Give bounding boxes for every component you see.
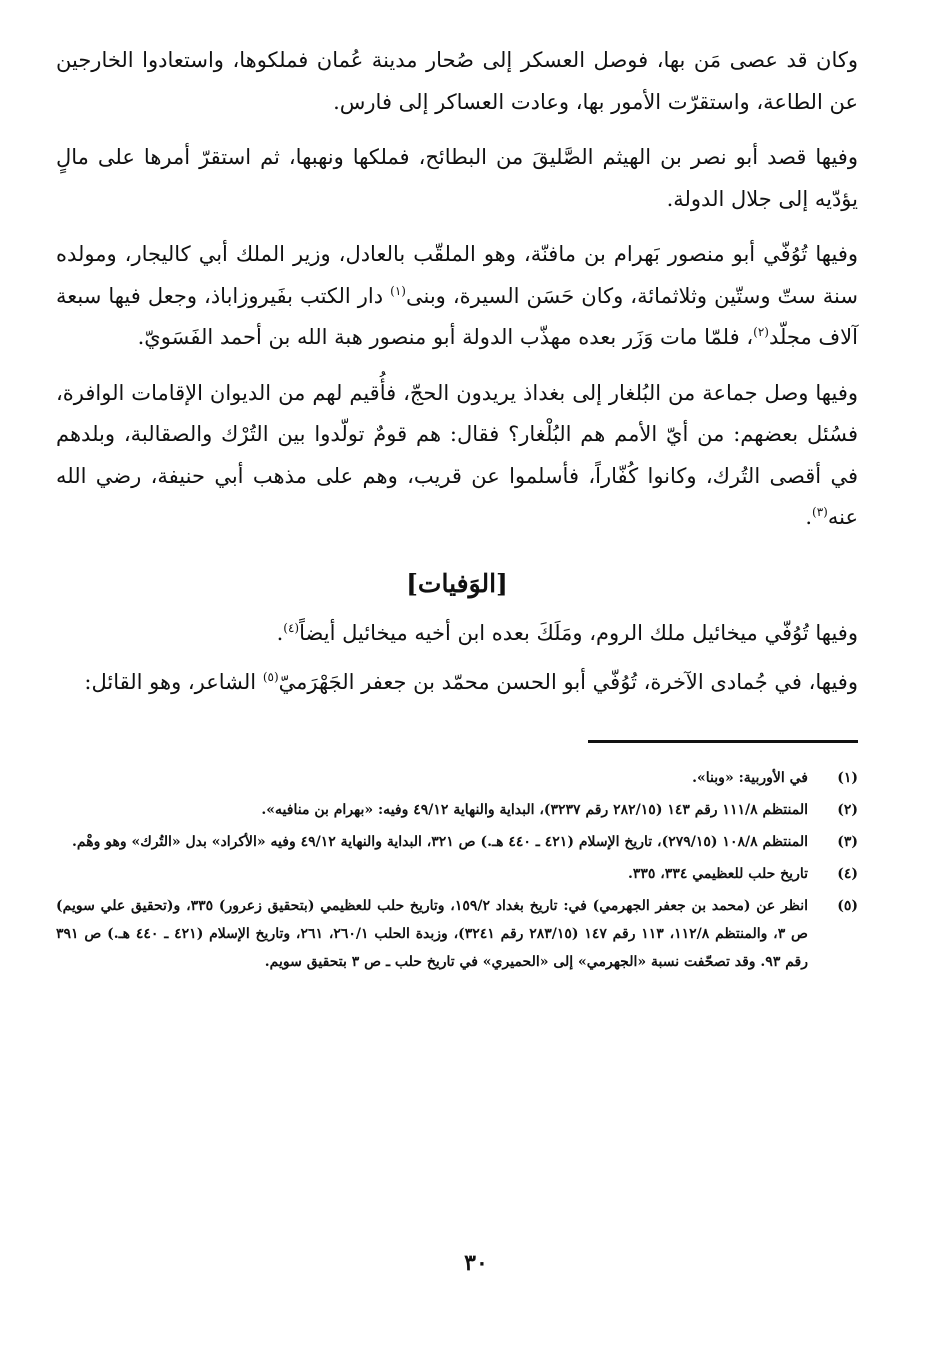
footnote-text: انظر عن (محمد بن جعفر الجهرمي) في: تاريخ بغداد ١٥٩/٢، وتاريخ حلب للعظيمي (بتحقيق زعرور) ٣٣٥، و(تحقيق علي سويم) ص ٣، والمنتظم ١١٢/٨، ١١٣ رقم ١٤٧ (٢٨٣/١٥ رقم ٣٢٤١)، وزبدة الحلب ٢٦٠/١، ٢٦١، وتاريخ الإسلام (٤٢١ ـ ٤٤٠ هـ.) ص ٣٩١ رقم ٩٣. وقد تصحّفت نسبة «الجهرمي» إلى «الحميري» في تاريخ حلب ـ ص ٣ بتحقيق سويم. (56, 897, 808, 970)
paragraph-mikhail (56, 613, 858, 655)
footnote-ref[interactable]: (١) (390, 283, 406, 298)
footnote-1 (56, 764, 858, 792)
footnote-2 (56, 796, 858, 824)
paragraph-text: وفيها تُوُفّي أبو منصور بَهرام بن مافنّة، وهو الملقّب بالعادل، وزير الملك أبي كاليجار، ومولده سنة ستّ وستّين وثلاثمائة، وكان حَسَن السيرة، وبنى (56, 242, 858, 308)
footnote-text: المنتظم ١٠٨/٨ (٢٧٩/١٥)، تاريخ الإسلام (٤٢١ ـ ٤٤٠ هـ.) ص ٣٢١، البداية والنهاية ٤٩/١٢ وفيه «الأكراد» بدل «التُرك» وهو وهْم. (72, 833, 808, 850)
footnote-4 (56, 860, 858, 888)
footnote-ref[interactable]: (٤) (283, 620, 300, 635)
paragraph-text: وفيها، في جُمادى الآخرة، تُوُفّي أبو الحسن محمّد بن جعفر الجَهْرَميّ (278, 670, 858, 694)
paragraph-text: . (805, 505, 813, 529)
footnote-ref[interactable]: (٢) (753, 325, 769, 339)
paragraph-bulghar (56, 373, 858, 539)
paragraph-text: وفيها تُوُفّي ميخائيل ملك الروم، ومَلَكَ بعده ابن أخيه ميخائيل أيضاً (299, 620, 858, 645)
paragraph-text: الشاعر، وهو القائل: (84, 670, 263, 694)
paragraph-oman (56, 40, 858, 123)
footnote-text: تاريخ حلب للعظيمي ٣٣٤، ٣٣٥. (627, 865, 808, 882)
page-number: ٣٠ (464, 1250, 488, 1276)
footnote-5 (56, 892, 858, 976)
footnote-ref[interactable]: (٣) (812, 505, 828, 519)
footnote-text: في الأوربية: «وبنا». (692, 769, 808, 786)
section-heading: [الوَفيات] (406, 568, 508, 598)
footnote-number: (٣) (837, 833, 858, 850)
paragraph-text: . (276, 620, 284, 645)
footnote-text: المنتظم ١١١/٨ رقم ١٤٣ (٢٨٢/١٥ رقم ٣٢٣٧)، البداية والنهاية ٤٩/١٢ وفيه: «بهرام بن منافيه». (261, 801, 808, 818)
footnote-number: (٢) (837, 801, 858, 818)
paragraph-text: ، فلمّا مات وَزَر بعده مهذّب الدولة أبو منصور هبة الله بن أحمد الفَسَويّ. (137, 325, 754, 349)
paragraph-jahrami (56, 662, 858, 704)
paragraph-bahram (56, 234, 858, 359)
footnote-separator (56, 728, 858, 764)
footnote-number: (١) (837, 769, 858, 786)
paragraph-text: دار الكتب بفَيروزاباذ، وجعل فيها سبعة آلاف مجلّد (56, 283, 858, 349)
paragraph-text: وفيها وصل جماعة من البُلغار إلى بغداذ يريدون الحجّ، فأُقيم لهم من الديوان الإقامات الوافرة، فسُئل بعضهم: من أيّ الأمم هم البُلْغار؟ فقال: هم قومٌ تولّدوا بين التُرْك والصقالبة، وبلدهم في أقصى التُرك، وكانوا كُفّاراً، فأسلموا عن قريب، وهم على مذهب أبي حنيفة، رضي الله عنه (56, 380, 858, 529)
footnote-ref[interactable]: (٥) (262, 670, 279, 684)
footnote-rule (588, 740, 858, 743)
paragraph-batayih (56, 137, 858, 220)
footnote-number: (٤) (837, 865, 858, 882)
footnote-number: (٥) (837, 897, 858, 914)
paragraph-text: وكان قد عصى مَن بها، فوصل العسكر إلى صُحار مدينة عُمان فملكوها، واستعادوا الخارجين عن الطاعة، واستقرّت الأمور بها، وعادت العساكر إلى فارس. (56, 48, 858, 114)
footnote-3 (56, 828, 858, 856)
paragraph-text: وفيها قصد أبو نصر بن الهيثم الصَّليقَ من البطائح، فملكها ونهبها، ثم استقرّ أمرها على مالٍ يؤدّيه إلى جلال الدولة. (56, 145, 858, 211)
